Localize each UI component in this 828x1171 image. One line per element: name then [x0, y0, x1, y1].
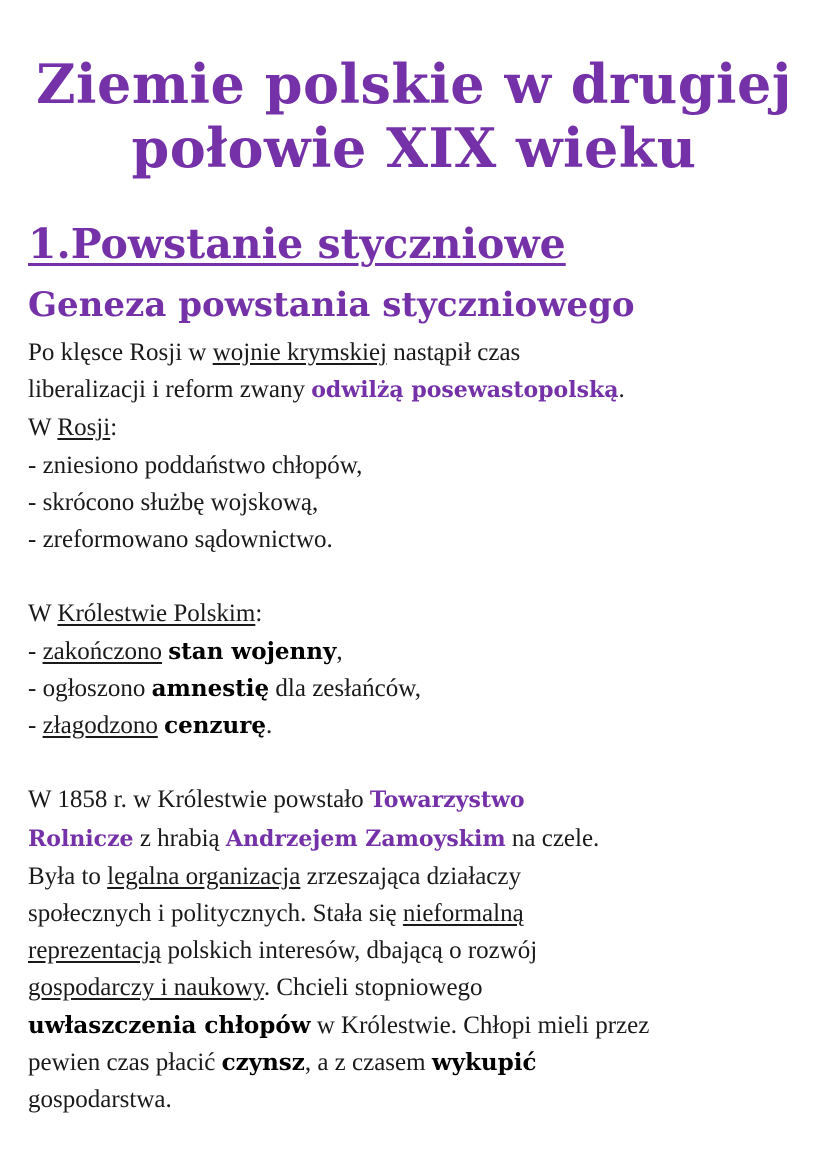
list-item: - złagodzono cenzurę.	[28, 712, 273, 740]
list-item: - skrócono służbę wojskową,	[28, 488, 319, 516]
underlined-term: legalna organizacja	[107, 862, 301, 890]
bold-term: czynsz	[221, 1048, 305, 1076]
underlined-term: zakończono	[42, 637, 162, 665]
underlined-term: gospodarczy i naukowy	[28, 974, 264, 1002]
paragraph-line: reprezentacją polskich interesów, dbającą o rozwój	[28, 937, 538, 965]
paragraph-line: gospodarczy i naukowy. Chcieli stopniowego	[28, 974, 483, 1002]
paragraph-line: liberalizacji i reform zwany odwilżą posewastopolską.	[28, 376, 625, 404]
paragraph-line: gospodarstwa.	[28, 1086, 172, 1114]
section-heading: 1.Powstanie styczniowe	[28, 220, 566, 268]
spacer	[28, 558, 818, 595]
underlined-term: reprezentacją	[28, 937, 162, 965]
bold-term: stan wojenny	[168, 637, 337, 665]
highlighted-term: Rolnicze	[28, 825, 134, 852]
paragraph-line: W 1858 r. w Królestwie powstało Towarzystwo	[28, 786, 525, 814]
bold-term: amnestię	[151, 674, 270, 702]
list-item: - zakończono stan wojenny,	[28, 637, 343, 665]
highlighted-term: Towarzystwo	[369, 787, 525, 814]
body-text	[28, 334, 818, 1118]
underlined-term: Rosji	[57, 414, 111, 442]
paragraph-line: Była to legalna organizacja zrzeszająca działaczy	[28, 862, 522, 890]
underlined-term: Królestwie Polskim	[57, 600, 256, 628]
highlighted-term: Andrzejem Zamoyskim	[225, 825, 506, 852]
page-title	[0, 52, 828, 180]
list-item: - zreformowano sądownictwo.	[28, 526, 333, 554]
title-line-2: połowie XIX wieku	[131, 116, 697, 180]
list-item: - zniesiono poddaństwo chłopów,	[28, 451, 363, 479]
paragraph-line: Po klęsce Rosji w wojnie krymskiej nastąpił czas	[28, 339, 521, 366]
highlighted-term: odwilżą posewastopolską	[311, 377, 619, 404]
list-item: - ogłoszono amnestię dla zesłańców,	[28, 674, 421, 702]
paragraph-line: społecznych i politycznych. Stała się nieformalną	[28, 900, 524, 928]
paragraph-line: pewien czas płacić czynsz, a z czasem wykupić	[28, 1048, 537, 1076]
paragraph-line: uwłaszczenia chłopów w Królestwie. Chłopi mieli przez	[28, 1011, 650, 1039]
underlined-term: wojnie krymskiej	[212, 339, 387, 366]
underlined-term: nieformalną	[402, 900, 524, 928]
list-heading-rosja: W Rosji:	[28, 414, 118, 442]
paragraph-line: Rolnicze z hrabią Andrzejem Zamoyskim na czele.	[28, 824, 600, 852]
list-heading-krolestwo: W Królestwie Polskim:	[28, 600, 263, 628]
bold-term: wykupić	[431, 1048, 537, 1076]
bold-term: uwłaszczenia chłopów	[28, 1011, 311, 1039]
bold-term: cenzurę	[164, 712, 266, 740]
subsection-heading: Geneza powstania styczniowego	[28, 285, 635, 325]
title-line-1: Ziemie polskie w drugiej	[36, 52, 792, 116]
underlined-term: złagodzono	[42, 712, 158, 740]
spacer	[28, 744, 818, 781]
